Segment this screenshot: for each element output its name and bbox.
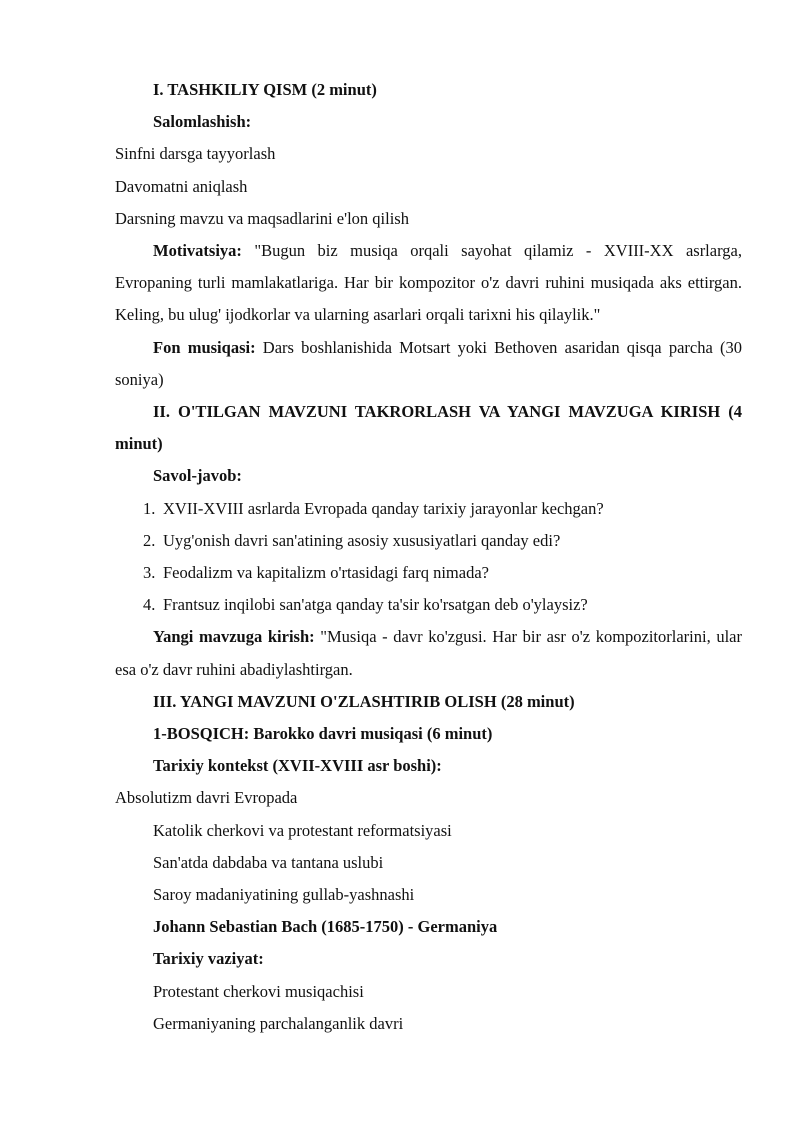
context-item: Absolutizm davri Evropada [115,788,298,808]
list-item [115,493,742,525]
list-item-text: Frantsuz inqilobi san'atga qanday ta'sir ko'rsatgan deb o'ylaysiz? [163,595,588,615]
document-page [115,74,742,1040]
new-topic-text: "Musiqa - davr ko'zgusi. Har bir asr o'z kompozitorlarini, ular esa o'z davr ruhini abadiylashtirgan. [115,627,742,679]
greeting-label: Salomlashish: [153,112,252,132]
qa-label: Savol-javob: [153,466,242,486]
greeting-item: Darsning mavzu va maqsadlarini e'lon qilish [115,208,409,228]
stage-1-heading: 1-BOSQICH: Barokko davri musiqasi (6 minut) [153,724,493,744]
greeting-item: Sinfni darsga tayyorlash [115,144,276,164]
questions-list [115,493,742,622]
list-item-number: 1. [143,498,156,518]
new-topic-paragraph [115,621,742,685]
list-item-number: 2. [143,530,156,550]
context-item: San'atda dabdaba va tantana uslubi [153,852,384,872]
section-1-heading: I. TASHKILIY QISM (2 minut) [153,80,377,99]
context-item: Saroy madaniyatining gullab-yashnashi [153,885,415,905]
motivation-label: Motivatsiya: [153,241,242,261]
situation-item: Protestant cherkovi musiqachisi [153,981,364,1001]
situation-item: Germaniyaning parchalanganlik davri [153,1013,404,1033]
background-music-paragraph [115,332,742,396]
situation-label: Tarixiy vaziyat: [153,949,264,969]
list-item-text: Feodalizm va kapitalizm o'rtasidagi farq nimada? [163,563,489,583]
list-item [115,525,742,557]
motivation-text: "Bugun biz musiqa orqali sayohat qilamiz - XVIII-XX asrlarga, Evropaning turli mamlakatlariga. Har bir kompozitor o'z davri ruhini musiqada aks ettirgan. Keling, bu ulug' ijodkorlar va ularning asarlari orqali tarixni his qilaylik." [115,241,742,325]
bach-heading: Johann Sebastian Bach (1685-1750) - Germaniya [153,917,498,937]
list-item-number: 4. [143,595,156,615]
context-label: Tarixiy kontekst (XVII-XVIII asr boshi): [153,756,442,776]
greeting-item: Davomatni aniqlash [115,176,248,196]
section-2-heading: II. O'TILGAN MAVZUNI TAKRORLASH VA YANGI MAVZUGA KIRISH (4 minut) [115,402,742,454]
list-item-text: XVII-XVIII asrlarda Evropada qanday tarixiy jarayonlar kechgan? [163,498,604,518]
motivation-paragraph [115,235,742,332]
list-item [115,557,742,589]
section-3-heading: III. YANGI MAVZUNI O'ZLASHTIRIB OLISH (28 minut) [153,691,575,711]
new-topic-label: Yangi mavzuga kirish: [153,627,315,647]
context-item: Katolik cherkovi va protestant reformatsiyasi [153,820,452,840]
background-music-text: Dars boshlanishida Motsart yoki Bethoven asaridan qisqa parcha (30 soniya) [115,337,743,389]
background-music-label: Fon musiqasi: [153,337,256,357]
list-item-text: Uyg'onish davri san'atining asosiy xususiyatlari qanday edi? [163,530,561,550]
list-item [115,589,742,621]
list-item-number: 3. [143,563,156,583]
